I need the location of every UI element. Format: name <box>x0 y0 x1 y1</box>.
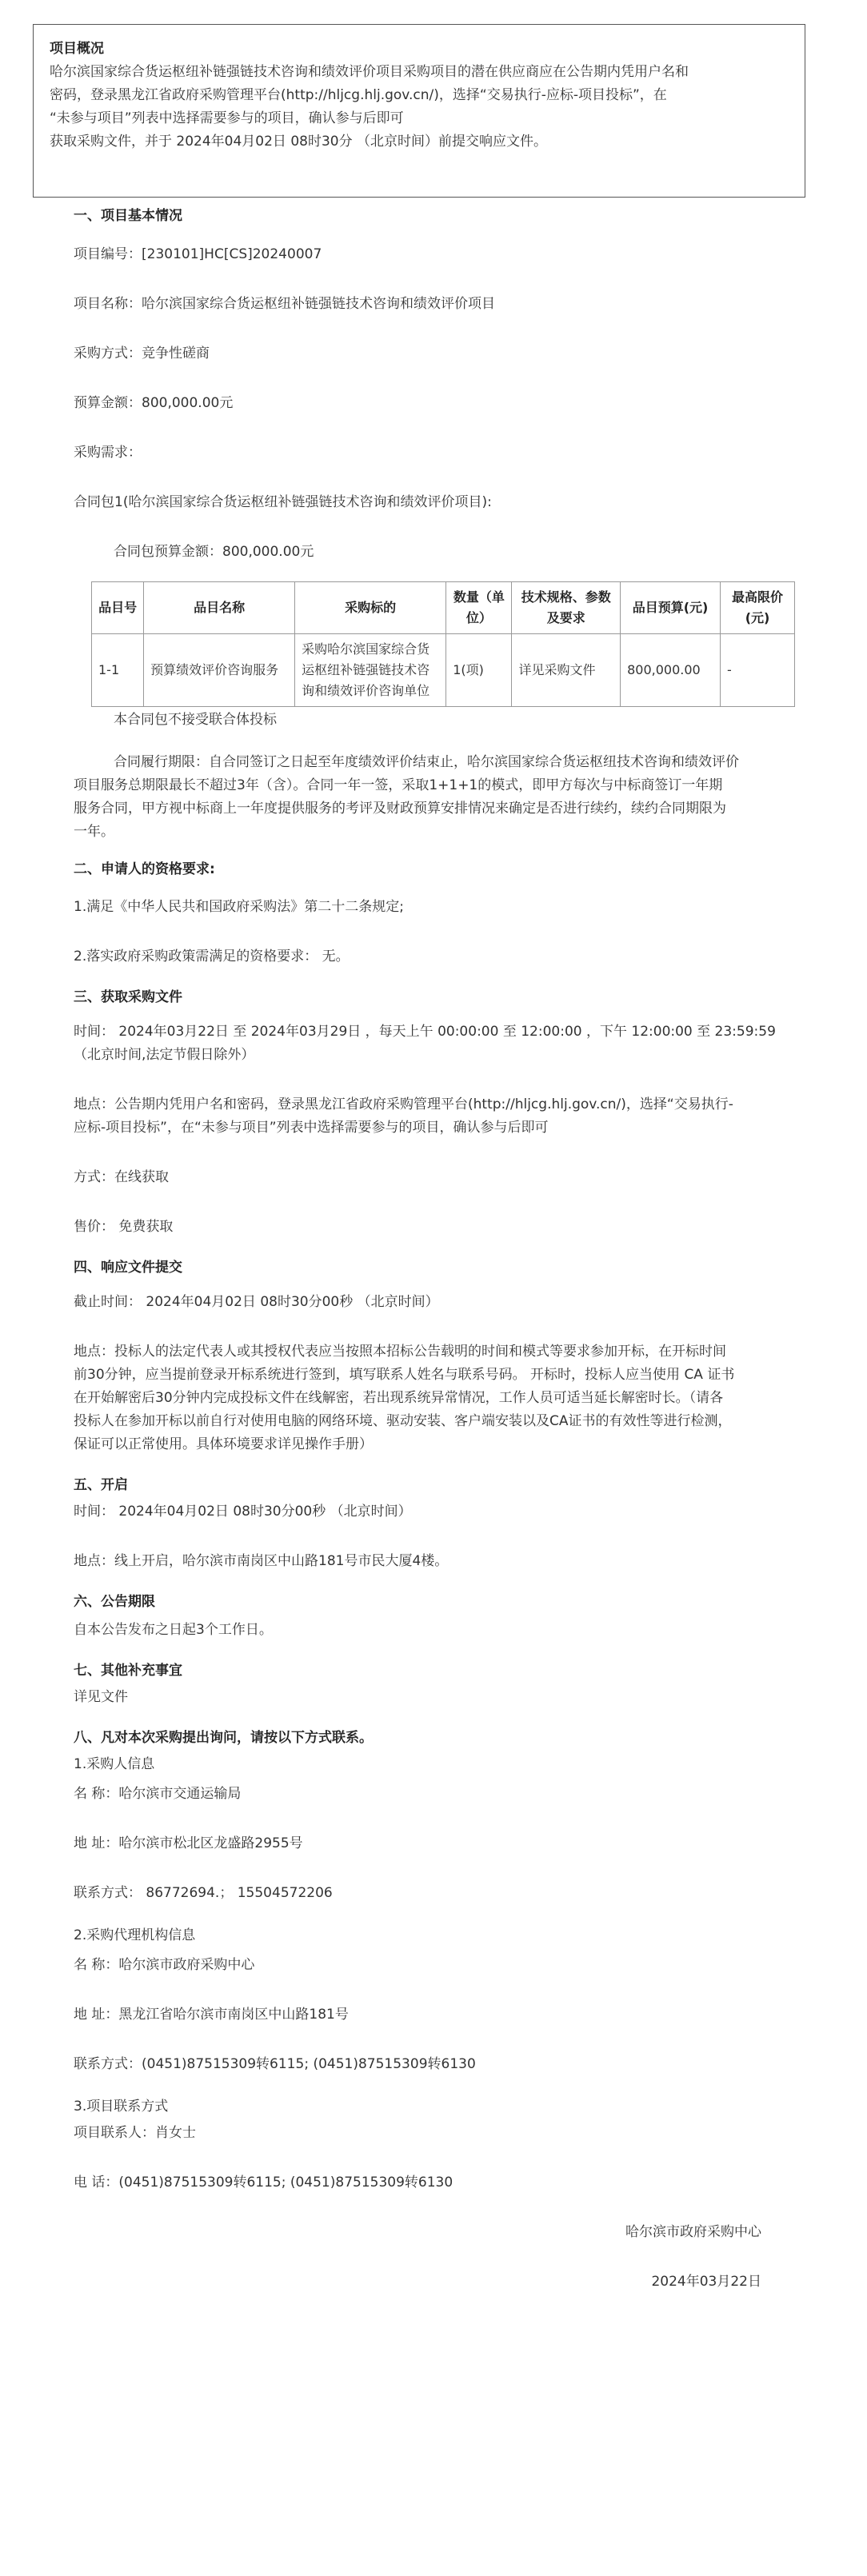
contract-period-line: 合同履行期限：自合同签订之日起至年度绩效评价结束止，哈尔滨国家综合货运枢纽技术咨询和绩效评价 <box>114 754 739 770</box>
project-name: 项目名称：哈尔滨国家综合货运枢纽补链强链技术咨询和绩效评价项目 <box>74 296 495 312</box>
obtain-way: 方式：在线获取 <box>74 1169 169 1185</box>
cell-item-no: 1-1 <box>92 634 144 707</box>
agency-name: 名 称：哈尔滨市政府采购中心 <box>74 1957 255 1973</box>
header-target: 采购标的 <box>295 582 446 634</box>
project-contact-phone: 电 话：(0451)87515309转6115; (0451)87515309转6130 <box>74 2175 453 2191</box>
cell-max-price: - <box>721 634 795 707</box>
agency-phone: 联系方式：(0451)87515309转6115; (0451)87515309转6130 <box>74 2056 476 2072</box>
submission-place-line: 前30分钟，应当提前登录开标系统进行签到，填写联系人姓名与联系号码。 开标时，投标人应当使用 CA 证书 <box>74 1367 735 1383</box>
table-row <box>92 634 795 707</box>
issue-date: 2024年03月22日 <box>651 2274 761 2290</box>
cell-spec: 详见采购文件 <box>512 634 621 707</box>
obtain-place: 地点：公告期内凭用户名和密码，登录黑龙江省政府采购管理平台(http://hljcg.hlj.gov.cn/)，选择“交易执行- <box>74 1096 733 1112</box>
section-title-contacts: 八、凡对本次采购提出询问，请按以下方式联系。 <box>74 1730 373 1746</box>
buyer-phone: 联系方式： 86772694.； 15504572206 <box>74 1885 333 1901</box>
budget-amount: 预算金额：800,000.00元 <box>74 395 234 411</box>
project-number: 项目编号：[230101]HC[CS]20240007 <box>74 246 322 262</box>
contract-period-line: 一年。 <box>74 824 114 840</box>
contract-period-line: 服务合同，甲方视中标商上一年度提供服务的考评及财政预算安排情况来确定是否进行续约，续约合同期限为 <box>74 801 726 817</box>
submission-place-line: 在开始解密后30分钟内完成投标文件在线解密，若出现系统异常情况，工作人员可适当延长解密时长。（请各 <box>74 1390 724 1406</box>
summary-line: “未参与项目”列表中选择需要参与的项目，确认参与后即可 <box>50 110 404 126</box>
procurement-method: 采购方式：竞争性磋商 <box>74 345 210 361</box>
buyer-name: 名 称：哈尔滨市交通运输局 <box>74 1786 242 1802</box>
header-item-no: 品目号 <box>92 582 144 634</box>
section-title-submission: 四、响应文件提交 <box>74 1260 182 1276</box>
contract-package: 合同包1(哈尔滨国家综合货运枢纽补链强链技术咨询和绩效评价项目): <box>74 494 492 510</box>
opening-place: 地点：线上开启，哈尔滨市南岗区中山路181号市民大厦4楼。 <box>74 1553 449 1569</box>
header-item-name: 品目名称 <box>144 582 295 634</box>
supplementary-text: 详见文件 <box>74 1689 128 1705</box>
submission-deadline: 截止时间： 2024年04月02日 08时30分00秒 （北京时间） <box>74 1294 439 1310</box>
qualification-req-1: 1.满足《中华人民共和国政府采购法》第二十二条规定; <box>74 899 404 915</box>
section-title-notice-period: 六、公告期限 <box>74 1594 155 1610</box>
contract-period-line: 项目服务总期限最长不超过3年（含）。合同一年一签，采取1+1+1的模式，即甲方每次与中标商签订一年期 <box>74 777 723 793</box>
buyer-info-heading: 1.采购人信息 <box>74 1756 155 1772</box>
submission-place-line: 保证可以正常使用。具体环境要求详见操作手册） <box>74 1436 373 1452</box>
agency-address: 地 址：黑龙江省哈尔滨市南岗区中山路181号 <box>74 2007 349 2023</box>
cell-target: 采购哈尔滨国家综合货运枢纽补链强链技术咨询和绩效评价咨询单位 <box>295 634 446 707</box>
contract-period <box>74 751 801 844</box>
project-summary-box <box>33 24 805 198</box>
cell-quantity: 1(项) <box>446 634 512 707</box>
obtain-price: 售价： 免费获取 <box>74 1219 174 1235</box>
qualification-req-2: 2.落实政府采购政策需满足的资格要求： 无。 <box>74 949 350 965</box>
header-quantity: 数量（单位） <box>446 582 512 634</box>
obtain-place-cont: 应标-项目投标”，在“未参与项目”列表中选择需要参与的项目，确认参与后即可 <box>74 1120 549 1136</box>
submission-place: 地点：投标人的法定代表人或其授权代表应当按照本招标公告载明的时间和模式等要求参加开标，在开标时间 <box>74 1344 726 1360</box>
announcement-content <box>74 205 801 2294</box>
header-spec: 技术规格、参数及要求 <box>512 582 621 634</box>
section-title-obtain-documents: 三、获取采购文件 <box>74 989 182 1005</box>
section-title-basic-info: 一、项目基本情况 <box>74 208 182 224</box>
project-contact-heading: 3.项目联系方式 <box>74 2099 169 2115</box>
opening-time: 时间： 2024年04月02日 08时30分00秒 （北京时间） <box>74 1504 412 1520</box>
items-table <box>91 581 795 707</box>
obtain-time-note: （北京时间,法定节假日除外） <box>74 1047 255 1063</box>
project-contact-person: 项目联系人：肖女士 <box>74 2125 196 2141</box>
section-title-opening: 五、开启 <box>74 1477 128 1493</box>
summary-line: 获取采购文件，并于 2024年04月02日 08时30分 （北京时间）前提交响应文件。 <box>50 134 548 150</box>
cell-item-name: 预算绩效评价咨询服务 <box>144 634 295 707</box>
cell-item-budget: 800,000.00 <box>621 634 721 707</box>
section-title-qualification: 二、申请人的资格要求: <box>74 861 215 877</box>
procurement-needs: 采购需求： <box>74 445 142 461</box>
buyer-address: 地 址：哈尔滨市松北区龙盛路2955号 <box>74 1835 303 1851</box>
header-item-budget: 品目预算(元) <box>621 582 721 634</box>
summary-title: 项目概况 <box>50 41 104 57</box>
section-title-supplementary: 七、其他补充事宜 <box>74 1663 182 1679</box>
summary-line: 密码，登录黑龙江省政府采购管理平台(http://hljcg.hlj.gov.cn/)，选择“交易执行-应标-项目投标”，在 <box>50 87 667 103</box>
notice-period-text: 自本公告发布之日起3个工作日。 <box>74 1622 273 1638</box>
header-max-price: 最高限价(元) <box>721 582 795 634</box>
agency-info-heading: 2.采购代理机构信息 <box>74 1927 196 1943</box>
consortium-note: 本合同包不接受联合体投标 <box>114 712 277 728</box>
submission-place-line: 投标人在参加开标以前自行对使用电脑的网络环境、驱动安装、客户端安装以及CA证书的有效性等进行检测， <box>74 1413 732 1429</box>
summary-line: 哈尔滨国家综合货运枢纽补链强链技术咨询和绩效评价项目采购项目的潜在供应商应在公告期内凭用户名和 <box>50 64 689 80</box>
package-budget: 合同包预算金额：800,000.00元 <box>114 544 314 560</box>
obtain-time: 时间： 2024年03月22日 至 2024年03月29日 ，每天上午 00:00:00 至 12:00:00 ，下午 12:00:00 至 23:59:59 <box>74 1024 776 1040</box>
table-header-row <box>92 582 795 634</box>
issuer-organization: 哈尔滨市政府采购中心 <box>625 2224 761 2240</box>
